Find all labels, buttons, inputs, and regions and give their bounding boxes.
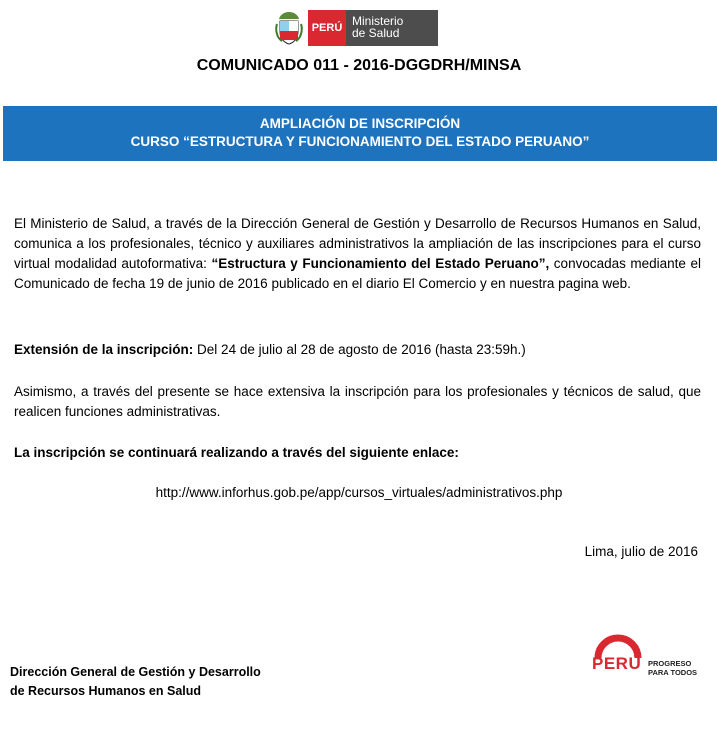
ministry-logo-line1: Ministerio xyxy=(352,14,404,28)
footer-org-line2: de Recursos Humanos en Salud xyxy=(10,684,202,698)
ministry-logo xyxy=(274,10,438,46)
intro-paragraph xyxy=(14,214,701,294)
scope-paragraph: Asimismo, a través del presente se hace extensiva la inscripción para los profesionales y técnicos de salud, que realicen funciones administrativas. xyxy=(14,384,701,419)
place-date: Lima, julio de 2016 xyxy=(584,544,698,559)
registration-link[interactable]: http://www.inforhus.gob.pe/app/cursos_virtuales/administrativos.php xyxy=(155,485,563,500)
footer-org-line1: Dirección General de Gestión y Desarrollo xyxy=(10,665,261,679)
banner-line2: CURSO “ESTRUCTURA Y FUNCIONAMIENTO DEL ESTADO PERUANO” xyxy=(130,134,590,149)
intro-rest: convocadas mediante el Comunicado de fecha 19 de junio de 2016 publicado en el diario El Comercio y en nuestra pagina web. xyxy=(14,256,701,291)
title-banner xyxy=(3,106,717,161)
peru-logo-label: PERÚ xyxy=(308,10,346,46)
footer-tagline-line2: PARA TODOS xyxy=(648,668,698,677)
footer-tagline-line1: PROGRESO xyxy=(648,659,692,668)
ministry-logo-label xyxy=(346,10,438,46)
footer-organization xyxy=(10,663,261,701)
comunicado-title: COMUNICADO 011 - 2016-DGGDRH/MINSA xyxy=(196,57,522,74)
coat-of-arms-icon xyxy=(274,10,304,46)
banner-line1: AMPLIACIÓN DE INSCRIPCIÓN xyxy=(259,116,461,131)
extension-label: Extensión de la inscripción: xyxy=(14,342,194,357)
footer-tagline xyxy=(648,659,697,677)
peru-progreso-logo xyxy=(590,630,705,680)
extension-paragraph xyxy=(14,340,701,360)
course-name: “Estructura y Funcionamiento del Estado Peruano”, xyxy=(211,256,550,271)
footer-peru-label: PERÚ xyxy=(592,654,642,673)
extension-dates: Del 24 de julio al 28 de agosto de 2016 (hasta 23:59h.) xyxy=(193,342,526,357)
link-intro: La inscripción se continuará realizando a través del siguiente enlace: xyxy=(14,445,459,460)
ministry-logo-line2: de Salud xyxy=(352,26,400,40)
intro-text: El Ministerio de Salud, a través de la Dirección General de Gestión y Desarrollo de Recursos Humanos en Salud, comunica a los profesionales, técnico y auxiliares administrativos la ampliación de las inscripciones para el curso virtual modalidad autoformativa: xyxy=(14,216,701,271)
